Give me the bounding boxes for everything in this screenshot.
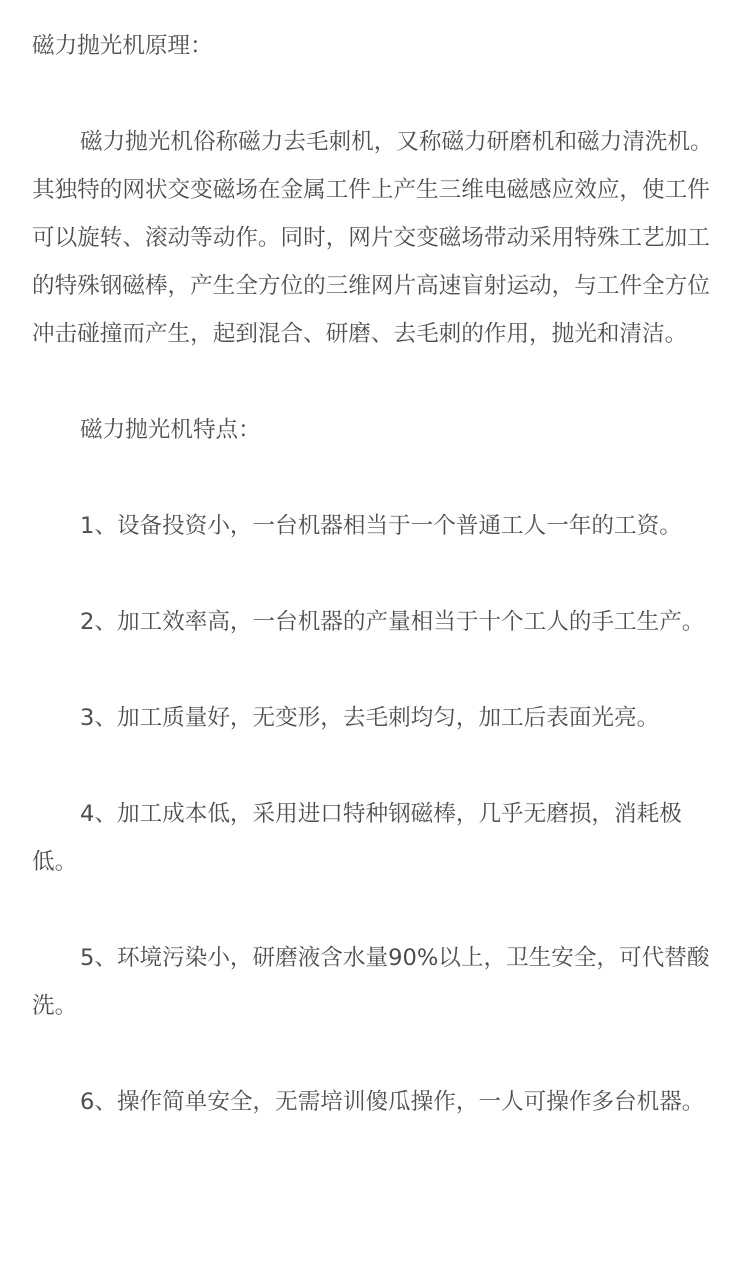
article-title: 磁力抛光机原理： bbox=[32, 33, 213, 59]
spacer bbox=[32, 70, 718, 118]
feature-item-3: 3、加工质量好，无变形，去毛刺均匀，加工后表面光亮。 bbox=[80, 705, 660, 731]
spacer bbox=[32, 742, 718, 790]
spacer bbox=[32, 454, 718, 502]
intro-paragraph: 磁力抛光机俗称磁力去毛刺机，又称磁力研磨机和磁力清洗机。其独特的网状交变磁场在金属工件上产生三维电磁感应效应，使工件可以旋转、滚动等动作。同时，网片交变磁场带动采用特殊工艺加工的特殊钢磁棒，产生全方位的三维网片高速盲射运动，与工件全方位冲击碰撞而产生，起到混合、研磨、去毛刺的作用，抛光和清洁。 bbox=[32, 129, 713, 347]
feature-item-6: 6、操作简单安全，无需培训傻瓜操作，一人可操作多台机器。 bbox=[80, 1089, 705, 1115]
features-heading: 磁力抛光机特点： bbox=[80, 417, 261, 443]
spacer bbox=[32, 886, 718, 934]
spacer bbox=[32, 646, 718, 694]
spacer bbox=[32, 550, 718, 598]
feature-item-5: 5、环境污染小，研磨液含水量90%以上，卫生安全，可代替酸洗。 bbox=[32, 945, 710, 1019]
spacer bbox=[32, 1030, 718, 1078]
spacer bbox=[32, 358, 718, 406]
feature-item-2: 2、加工效率高，一台机器的产量相当于十个工人的手工生产。 bbox=[80, 609, 705, 635]
feature-item-4: 4、加工成本低，采用进口特种钢磁棒，几乎无磨损，消耗极低。 bbox=[32, 801, 682, 875]
feature-item-1: 1、设备投资小，一台机器相当于一个普通工人一年的工资。 bbox=[80, 513, 682, 539]
article-body bbox=[32, 22, 718, 1126]
